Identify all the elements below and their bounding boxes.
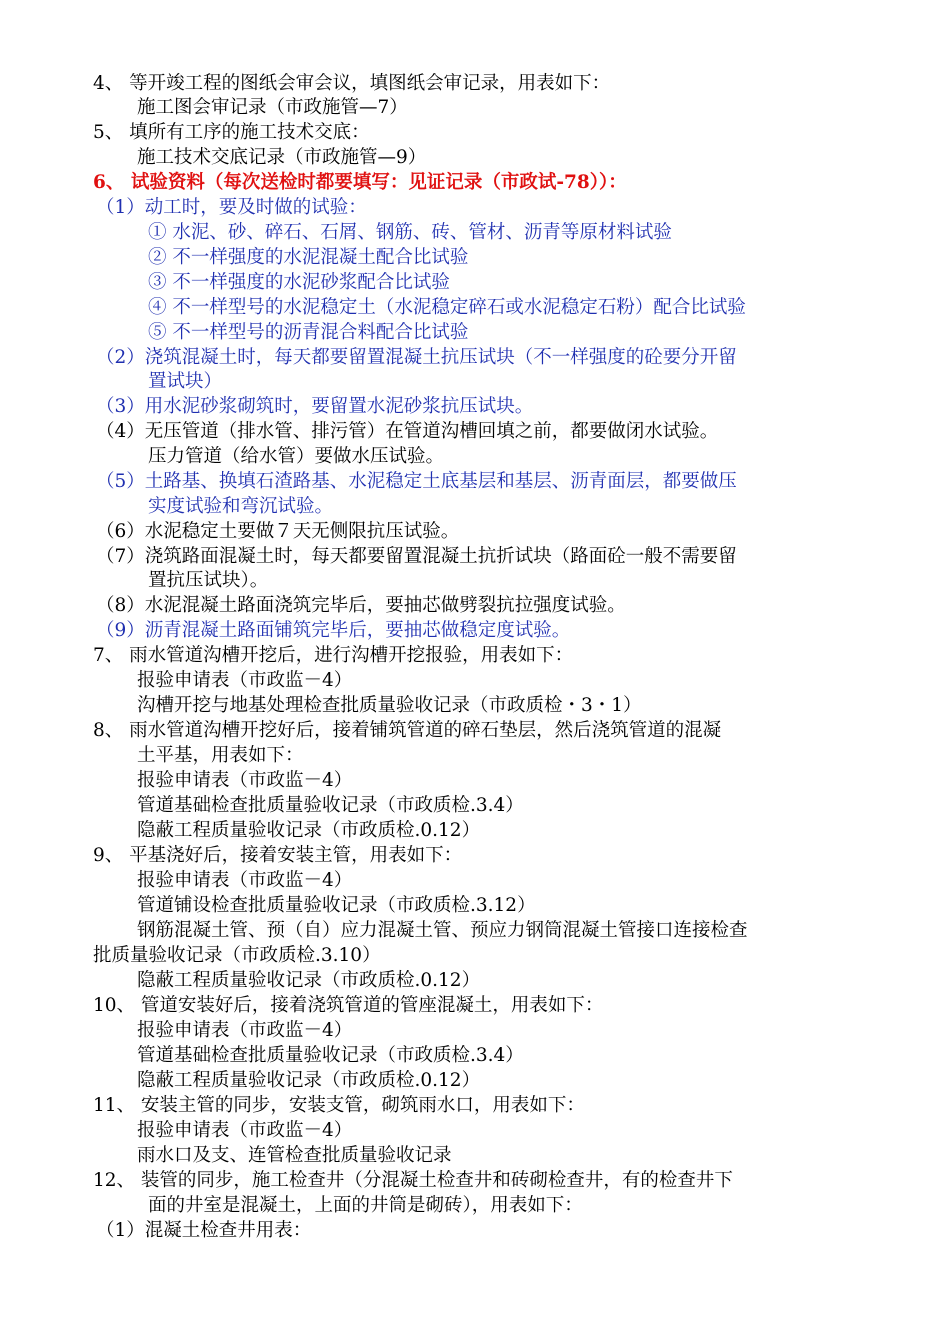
text-line: 管道基础检查批质量验收记录（市政质检.3.4） <box>137 1045 524 1066</box>
text-line: 5、 填所有工序的施工技术交底： <box>93 122 370 143</box>
text-line: （5）土路基、换填石渣路基、水泥稳定土底基层和基层、沥青面层，都要做压 <box>96 471 737 492</box>
text-line: 钢筋混凝土管、预（自）应力混凝土管、预应力钢筒混凝土管接口连接检查 <box>137 920 748 941</box>
list-item: ③ 不一样强度的水泥砂浆配合比试验 <box>148 272 450 293</box>
text-line: 9、 平基浇好后，接着安装主管，用表如下： <box>93 845 463 866</box>
text-line: 11、 安装主管的同步，安装支管，砌筑雨水口，用表如下： <box>93 1095 585 1116</box>
text-line: （3）用水泥砂浆砌筑时，要留置水泥砂浆抗压试块。 <box>96 396 534 417</box>
text-line: 批质量验收记录（市政质检.3.10） <box>93 945 381 966</box>
text-line: （1）混凝土检查井用表： <box>96 1220 312 1241</box>
text-line: 报验申请表（市政监－4） <box>137 770 353 791</box>
text-line: 施工技术交底记录（市政施管—9） <box>137 147 427 168</box>
text-line: 隐蔽工程质量验收记录（市政质检.0.12） <box>137 820 481 841</box>
text-line: （1）动工时，要及时做的试验： <box>96 197 367 218</box>
text-line: 8、 雨水管道沟槽开挖好后，接着铺筑管道的碎石垫层，然后浇筑管道的混凝 <box>93 720 722 741</box>
text-line: 12、 装管的同步，施工检查井（分混凝土检查井和砖砌检查井，有的检查井下 <box>93 1170 733 1191</box>
text-line: 报验申请表（市政监－4） <box>137 1120 353 1141</box>
text-line: （2）浇筑混凝土时，每天都要留置混凝土抗压试块（不一样强度的砼要分开留 <box>96 347 737 368</box>
text-line: 沟槽开挖与地基处理检查批质量验收记录（市政质检・3・1） <box>137 695 642 716</box>
text-line: 土平基，用表如下： <box>137 745 304 766</box>
text-line: （7）浇筑路面混凝土时，每天都要留置混凝土抗折试块（路面砼一般不需要留 <box>96 546 737 567</box>
text-line: 10、 管道安装好后，接着浇筑管道的管座混凝土，用表如下： <box>93 995 604 1016</box>
text-line: 置试块） <box>148 371 223 392</box>
text-line: 施工图会审记录（市政施管—7） <box>137 97 408 118</box>
text-line: 置抗压试块）。 <box>148 570 269 591</box>
text-line: 报验申请表（市政监－4） <box>137 870 353 891</box>
text-line: 面的井室是混凝土，上面的井筒是砌砖），用表如下： <box>148 1195 583 1216</box>
text-line: 雨水口及支、连管检查批质量验收记录 <box>137 1145 452 1166</box>
text-line: 隐蔽工程质量验收记录（市政质检.0.12） <box>137 970 481 991</box>
text-line: 4、 等开竣工程的图纸会审会议，填图纸会审记录，用表如下： <box>93 73 611 94</box>
text-line: （9）沥青混凝土路面铺筑完毕后，要抽芯做稳定度试验。 <box>96 620 571 641</box>
list-item: ④ 不一样型号的水泥稳定土（水泥稳定碎石或水泥稳定石粉）配合比试验 <box>148 297 746 318</box>
list-item: ① 水泥、砂、碎石、石屑、钢筋、砖、管材、沥青等原材料试验 <box>148 222 672 243</box>
text-line: （4）无压管道（排水管、排污管）在管道沟槽回填之前，都要做闭水试验。 <box>96 421 719 442</box>
list-item: ② 不一样强度的水泥混凝土配合比试验 <box>148 247 469 268</box>
text-line: 管道基础检查批质量验收记录（市政质检.3.4） <box>137 795 524 816</box>
list-item: ⑤ 不一样型号的沥青混合料配合比试验 <box>148 322 469 343</box>
text-line: 实度试验和弯沉试验。 <box>148 496 334 517</box>
text-line: 7、 雨水管道沟槽开挖后，进行沟槽开挖报验，用表如下： <box>93 645 574 666</box>
text-line: （6）水泥稳定土要做７天无侧限抗压试验。 <box>96 521 460 542</box>
text-line: 隐蔽工程质量验收记录（市政质检.0.12） <box>137 1070 481 1091</box>
text-line: （8）水泥混凝土路面浇筑完毕后，要抽芯做劈裂抗拉强度试验。 <box>96 595 626 616</box>
text-line: 报验申请表（市政监－4） <box>137 670 353 691</box>
text-line: 压力管道（给水管）要做水压试验。 <box>148 446 445 467</box>
section-heading: 6、 试验资料（每次送检时都要填写：见证记录（市政试-78））： <box>93 172 627 193</box>
text-line: 报验申请表（市政监－4） <box>137 1020 353 1041</box>
text-line: 管道铺设检查批质量验收记录（市政质检.3.12） <box>137 895 536 916</box>
